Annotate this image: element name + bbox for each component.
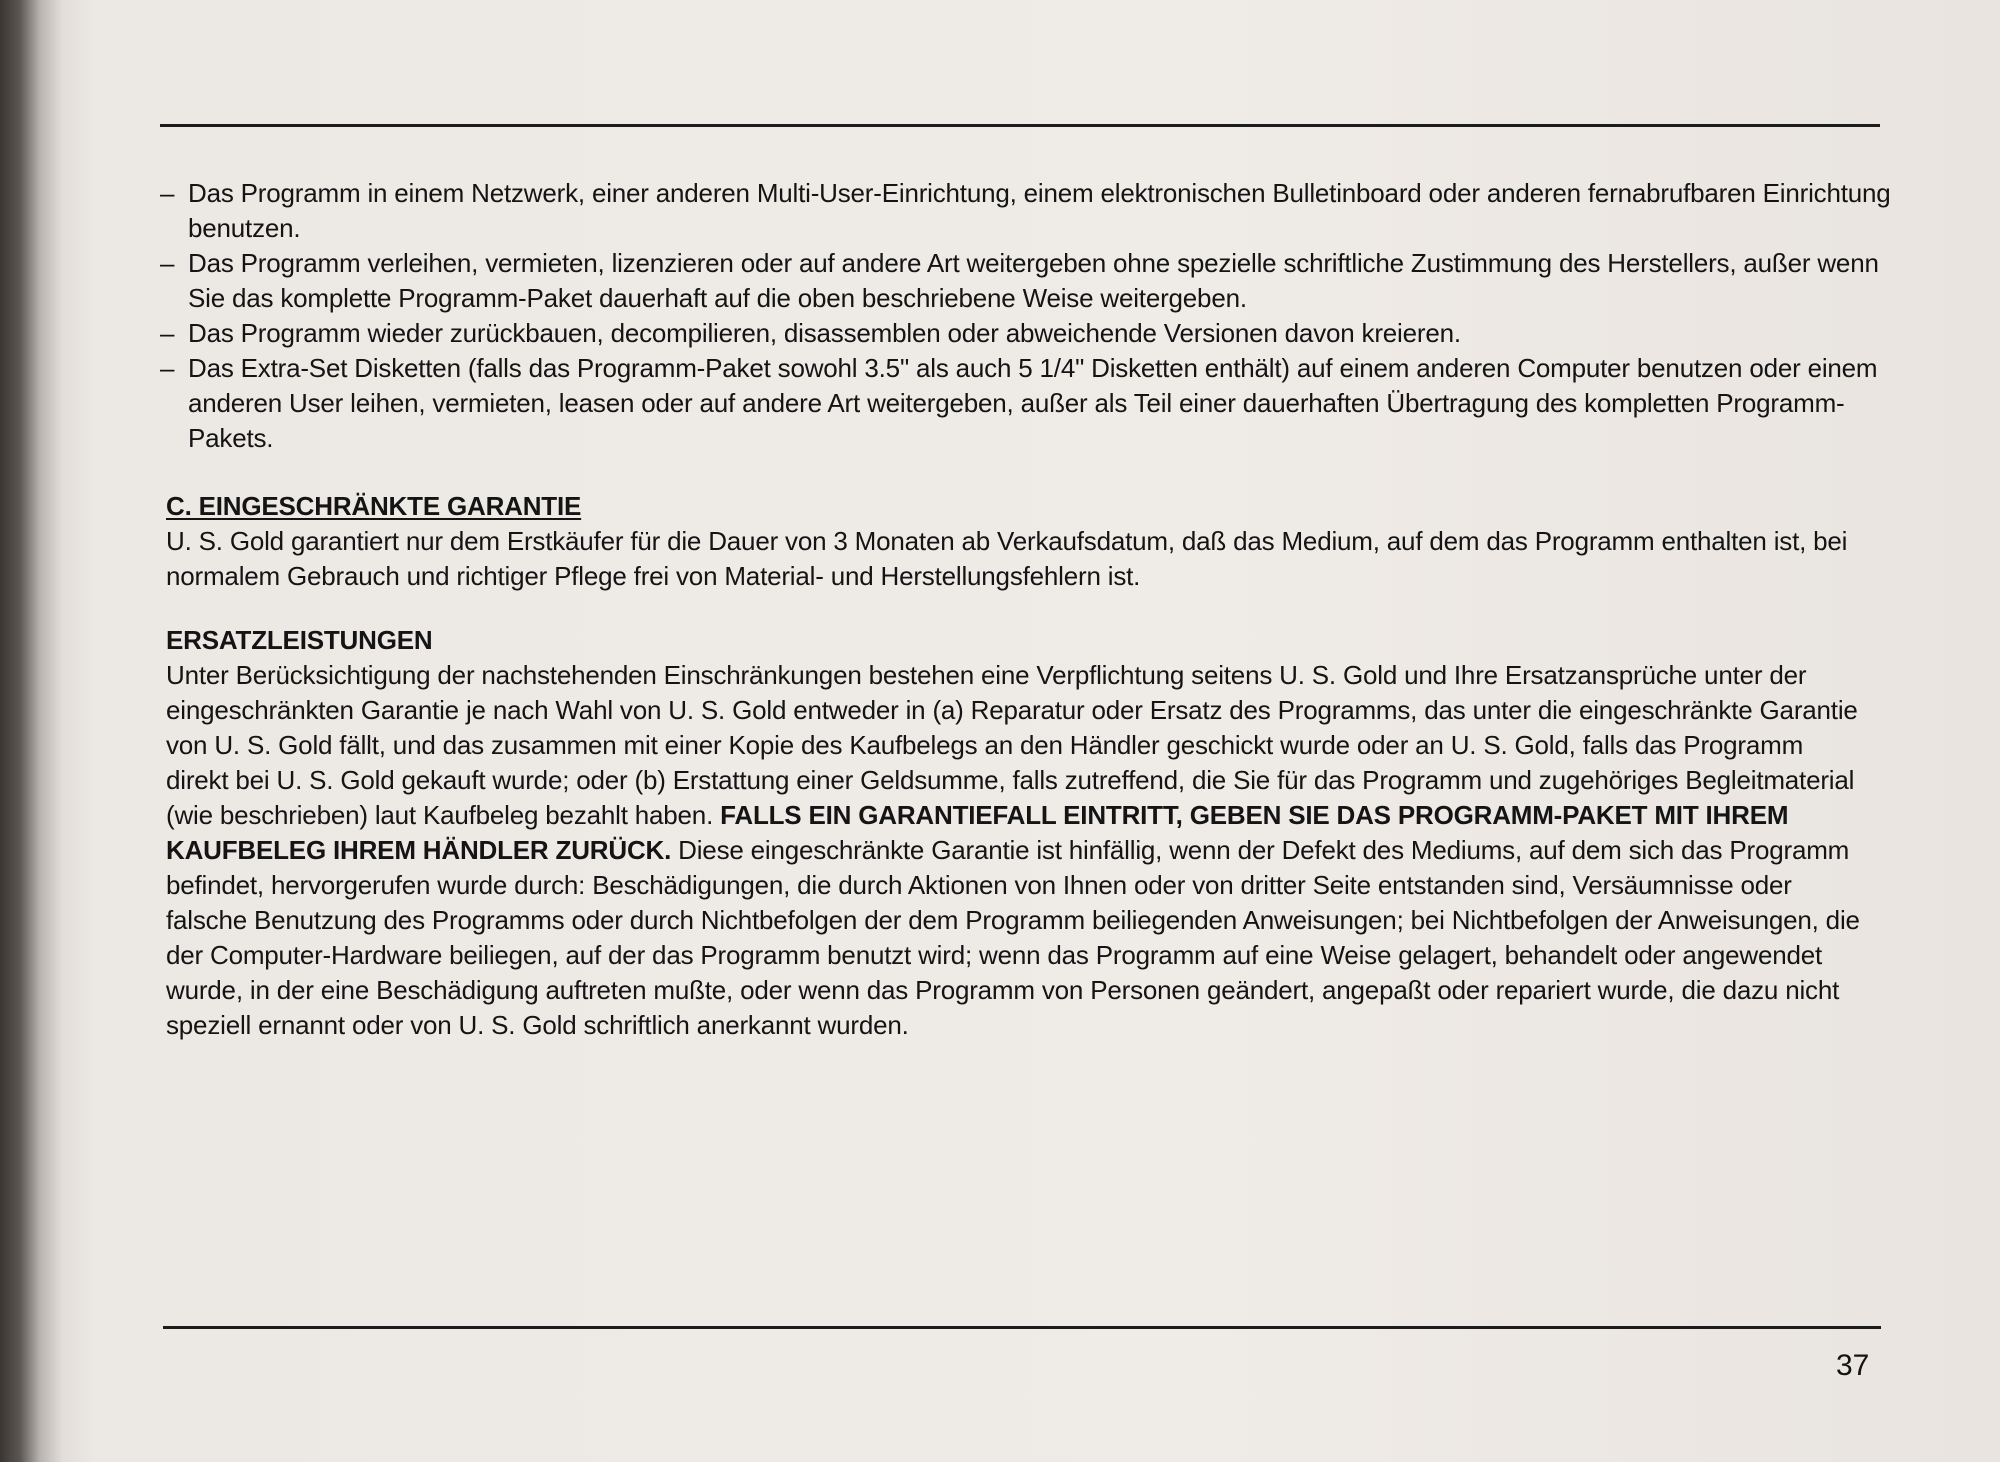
list-item [160, 176, 1900, 246]
list-item-text: Das Programm verleihen, vermieten, lizenzieren oder auf andere Art weitergeben ohne spezielle schriftliche Zustimmung des Herstellers, außer wenn Sie das komplette Programm-Paket dauerhaft auf die oben beschriebene Weise weitergeben. [188, 248, 1879, 313]
list-item-text: Das Programm wieder zurückbauen, decompilieren, disassemblen oder abweichende Versionen davon kreieren. [188, 318, 1461, 348]
bullet-dash: – [160, 248, 175, 278]
page-content [160, 176, 1900, 1043]
bullet-dash: – [160, 178, 175, 208]
section-c-heading: C. EINGESCHRÄNKTE GARANTIE [166, 491, 582, 521]
list-item [160, 316, 1900, 351]
ersatz-heading: ERSATZLEISTUNGEN [166, 625, 433, 655]
bullet-dash: – [160, 353, 175, 383]
ersatz-text-after: Diese eingeschränkte Garantie ist hinfällig, wenn der Defekt des Mediums, auf dem sich das Programm befindet, hervorgerufen wurde durch: Beschädigungen, die durch Aktionen von Ihnen oder von dritter Seite entstanden sind, Versäumnisse oder falsche Benutzung des Programms oder durch Nichtbefolgen der dem Programm beiliegenden Anweisungen; bei Nichtbefolgen der Anweisungen, die der Computer-Hardware beiliegen, auf der das Programm benutzt wird; wenn das Programm auf eine Weise gelagert, behandelt oder angewendet wurde, in der eine Beschädigung auftreten mußte, oder wenn das Programm von Personen geändert, angepaßt oder repariert wurde, die dazu nicht speziell ernannt oder von U. S. Gold schriftlich anerkannt wurden. [166, 835, 1860, 1040]
top-rule [160, 124, 1880, 127]
list-item-text: Das Programm in einem Netzwerk, einer anderen Multi-User-Einrichtung, einem elektronischen Bulletinboard oder anderen fernabrufbaren Einrichtung benutzen. [188, 178, 1891, 243]
ersatz-text-bold: FALLS EIN GARANTIEFALL EINTRITT, GEBEN SIE DAS PROGRAMM-PAKET MIT IHREM KAUFBELEG IHREM HÄNDLER ZURÜCK. [166, 800, 1789, 865]
list-item [160, 246, 1900, 316]
list-item [160, 351, 1900, 456]
ersatz-text-before: Unter Berücksichtigung der nachstehenden Einschränkungen bestehen eine Verpflichtung seitens U. S. Gold und Ihre Ersatzansprüche unter der eingeschränkten Garantie je nach Wahl von U. S. Gold entweder in (a) Reparatur oder Ersatz des Programms, das unter die eingeschränkte Garantie von U. S. Gold fällt, und das zusammen mit einer Kopie des Kaufbelegs an den Händler geschickt wurde oder an U. S. Gold, falls das Programm direkt bei U. S. Gold gekauft wurde; oder (b) Erstattung einer Geldsumme, falls zutreffend, die Sie für das Programm und zugehöriges Begleitmaterial (wie beschrieben) laut Kaufbeleg bezahlt haben. [166, 660, 1858, 830]
list-item-text: Das Extra-Set Disketten (falls das Programm-Paket sowohl 3.5" als auch 5 1/4" Disketten enthält) auf einem anderen Computer benutzen oder einem anderen User leihen, vermieten, leasen oder auf andere Art weitergeben, außer als Teil einer dauerhaften Übertragung des kompletten Programm-Pakets. [188, 353, 1878, 453]
page-number: 37 [1836, 1349, 1870, 1382]
ersatz-paragraph [166, 658, 1866, 1043]
bullet-dash: – [160, 318, 175, 348]
restrictions-list [160, 176, 1900, 456]
bottom-rule [163, 1326, 1881, 1329]
section-c-text: U. S. Gold garantiert nur dem Erstkäufer für die Dauer von 3 Monaten ab Verkaufsdatum, daß das Medium, auf dem das Programm enthalten ist, bei normalem Gebrauch und richtiger Pflege frei von Material- und Herstellungsfehlern ist. [166, 526, 1848, 591]
